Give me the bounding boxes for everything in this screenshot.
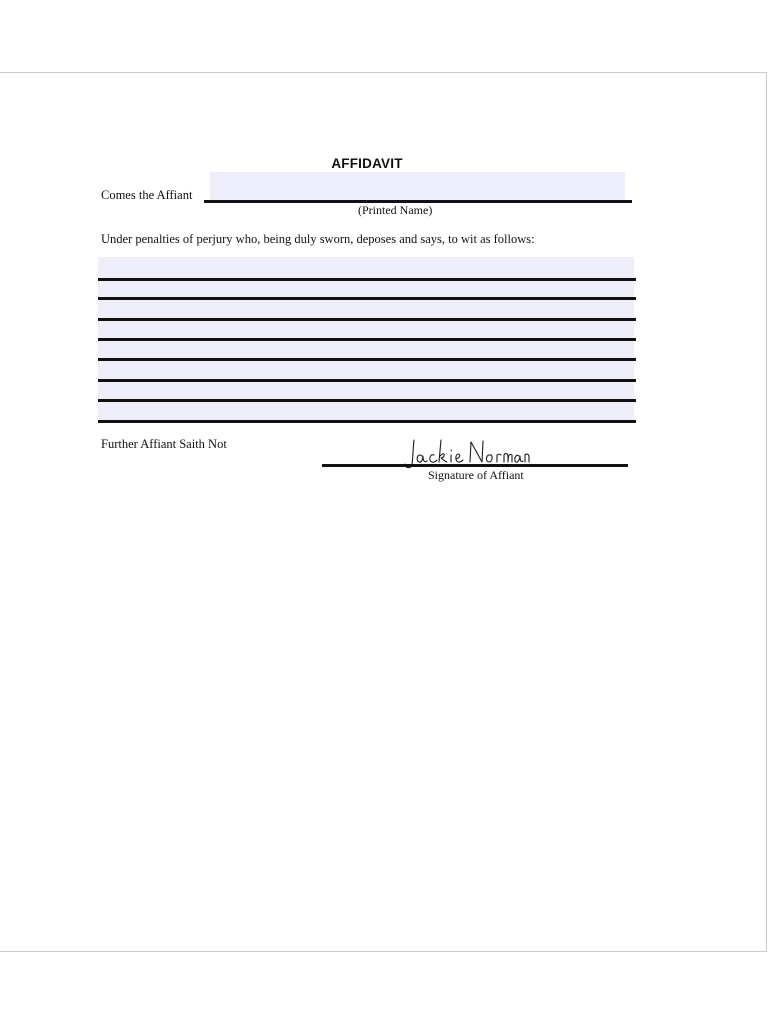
signature-line [322, 464, 628, 467]
closing-text: Further Affiant Saith Not [101, 437, 227, 451]
affiant-label: Comes the Affiant [101, 188, 193, 202]
statement-line [98, 297, 636, 300]
statement-line [98, 379, 636, 382]
printed-name-field[interactable] [210, 172, 625, 200]
form-title: AFFIDAVIT [331, 156, 403, 171]
statement-line [98, 358, 636, 361]
statement-line [98, 420, 636, 423]
statement-line [98, 338, 636, 341]
statement-field[interactable] [98, 257, 634, 423]
statement-line [98, 318, 636, 321]
statement-line [98, 399, 636, 402]
signature-caption: Signature of Affiant [428, 468, 524, 482]
statement-intro: Under penalties of perjury who, being duly sworn, deposes and says, to wit as follows: [101, 232, 535, 246]
printed-name-hint: (Printed Name) [358, 203, 433, 217]
statement-line [98, 278, 636, 281]
handwritten-signature [400, 436, 530, 472]
